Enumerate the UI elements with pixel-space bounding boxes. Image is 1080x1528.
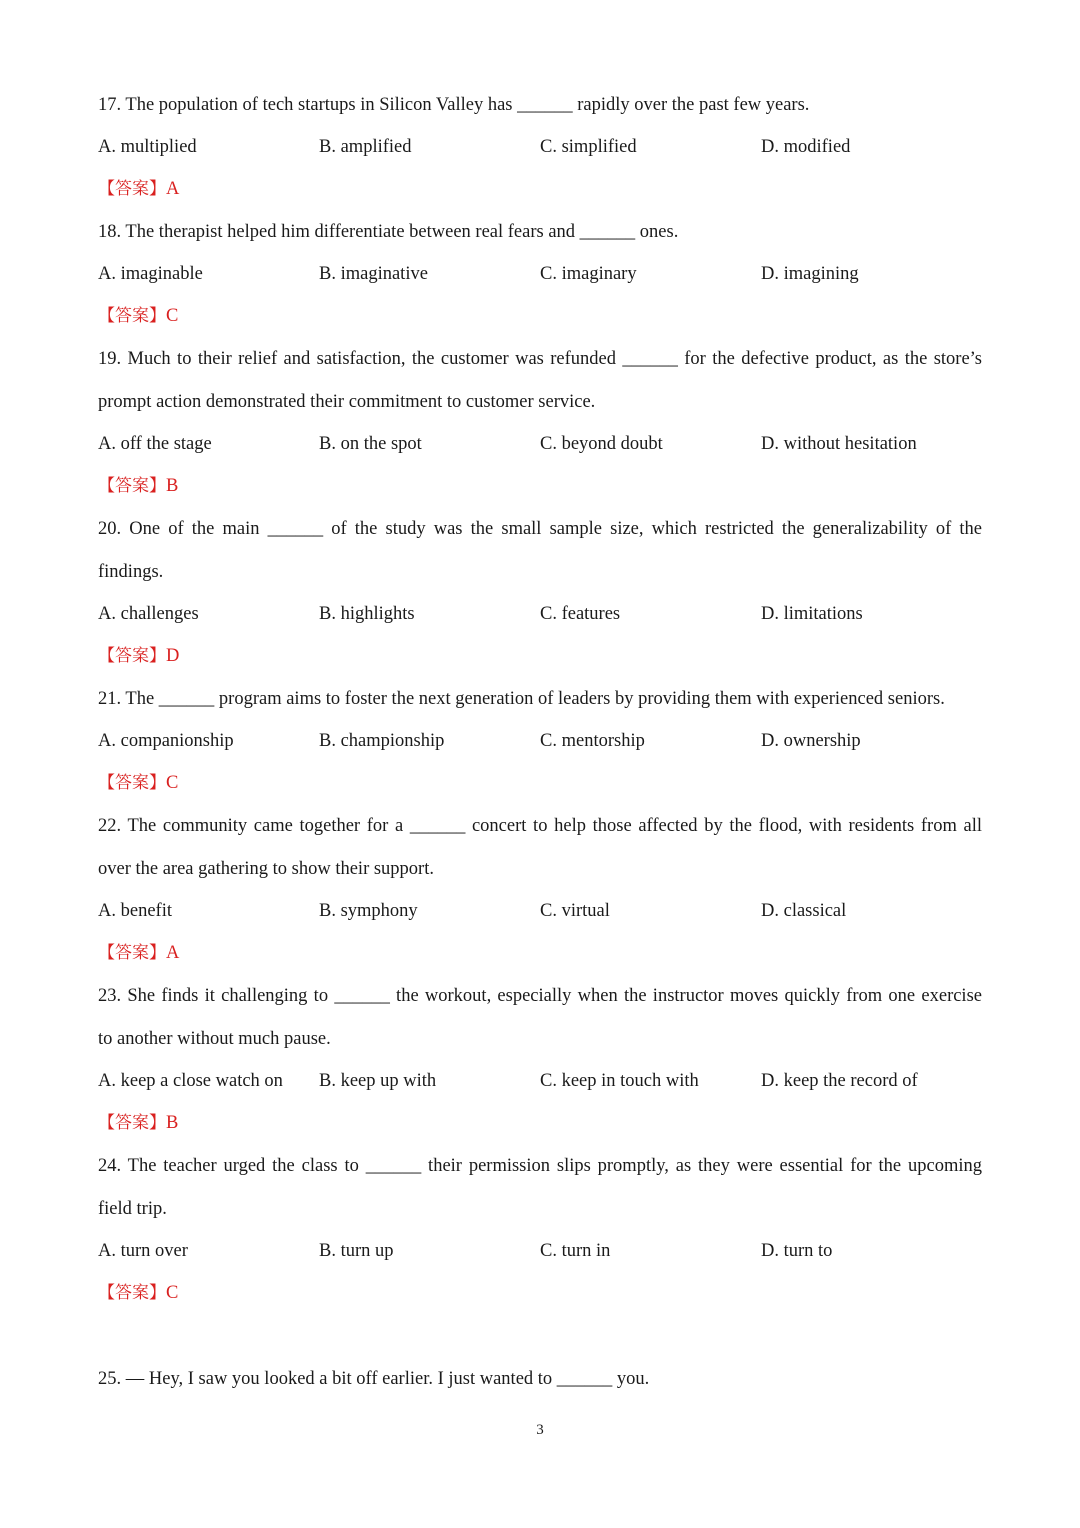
- question-17-options: [98, 135, 982, 159]
- question-22-text-line-1: 22. The community came together for a ______ concert to help those affected by the flood, with residents from all: [98, 816, 982, 836]
- option-c: C. virtual: [540, 901, 610, 921]
- option-b: B. championship: [319, 731, 445, 751]
- answer-value: A: [166, 179, 180, 199]
- question-19-text-line-1: 19. Much to their relief and satisfaction, the customer was refunded ______ for the defective product, as the store’s: [98, 349, 982, 369]
- option-c: C. beyond doubt: [540, 434, 663, 454]
- question-19-text-line-2: prompt action demonstrated their commitment to customer service.: [98, 392, 596, 412]
- page-number: 3: [536, 1422, 544, 1438]
- answer-value: D: [166, 646, 180, 666]
- option-b: B. turn up: [319, 1241, 394, 1261]
- question-24-options: [98, 1239, 982, 1263]
- question-24-text-line-1: 24. The teacher urged the class to ______ their permission slips promptly, as they were essential for the upcoming: [98, 1156, 982, 1176]
- option-d: D. limitations: [761, 604, 863, 624]
- option-c: C. features: [540, 604, 621, 624]
- answer-label: 【答案】: [98, 179, 166, 199]
- question-20-options: [98, 602, 982, 626]
- answer-label: 【答案】: [98, 306, 166, 326]
- question-18-text: 18. The therapist helped him differentiate between real fears and ______ ones.: [98, 222, 679, 242]
- answer-value: C: [166, 1283, 179, 1303]
- answer-value: C: [166, 773, 179, 793]
- answer-value: A: [166, 943, 180, 963]
- question-18-options: [98, 262, 982, 286]
- question-24-text-line-2: field trip.: [98, 1199, 167, 1219]
- question-23-text-line-1: 23. She finds it challenging to ______ the workout, especially when the instructor moves quickly from one exercise: [98, 986, 982, 1006]
- question-21-text: 21. The ______ program aims to foster the next generation of leaders by providing them with experienced seniors.: [98, 689, 945, 709]
- question-25-text: 25. — Hey, I saw you looked a bit off earlier. I just wanted to ______ you.: [98, 1369, 650, 1389]
- option-b: B. on the spot: [319, 434, 422, 454]
- answer-label: 【答案】: [98, 773, 166, 793]
- option-b: B. amplified: [319, 137, 412, 157]
- option-b: B. keep up with: [319, 1071, 437, 1091]
- option-a: A. keep a close watch on: [98, 1071, 283, 1091]
- option-b: B. symphony: [319, 901, 418, 921]
- question-23-text-line-2: to another without much pause.: [98, 1029, 331, 1049]
- option-d: D. modified: [761, 137, 851, 157]
- option-d: D. without hesitation: [761, 434, 917, 454]
- option-c: C. simplified: [540, 137, 637, 157]
- question-17-answer: [98, 177, 179, 201]
- option-a: A. imaginable: [98, 264, 203, 284]
- question-17-text: 17. The population of tech startups in Silicon Valley has ______ rapidly over the past few years.: [98, 95, 810, 115]
- question-19-options: [98, 432, 982, 456]
- answer-label: 【答案】: [98, 646, 166, 666]
- question-20-text-line-1: 20. One of the main ______ of the study was the small sample size, which restricted the generalizability of the: [98, 519, 982, 539]
- question-19-answer: [98, 474, 178, 498]
- option-a: A. companionship: [98, 731, 234, 751]
- option-c: C. turn in: [540, 1241, 611, 1261]
- option-c: C. imaginary: [540, 264, 637, 284]
- option-d: D. ownership: [761, 731, 861, 751]
- question-22-options: [98, 899, 982, 923]
- answer-label: 【答案】: [98, 943, 166, 963]
- question-20-text-line-2: findings.: [98, 562, 164, 582]
- option-d: D. keep the record of: [761, 1071, 918, 1091]
- option-a: A. challenges: [98, 604, 199, 624]
- option-c: C. keep in touch with: [540, 1071, 699, 1091]
- answer-label: 【答案】: [98, 476, 166, 496]
- answer-value: B: [166, 1113, 179, 1133]
- question-23-options: [98, 1069, 982, 1093]
- question-24-answer: [98, 1281, 178, 1305]
- question-18-answer: [98, 304, 178, 328]
- question-22-text-line-2: over the area gathering to show their support.: [98, 859, 434, 879]
- question-22-answer: [98, 941, 179, 965]
- option-b: B. imaginative: [319, 264, 428, 284]
- option-a: A. off the stage: [98, 434, 212, 454]
- answer-value: B: [166, 476, 179, 496]
- question-20-answer: [98, 644, 179, 668]
- option-a: A. benefit: [98, 901, 172, 921]
- question-23-answer: [98, 1111, 178, 1135]
- answer-value: C: [166, 306, 179, 326]
- answer-label: 【答案】: [98, 1113, 166, 1133]
- option-a: A. turn over: [98, 1241, 188, 1261]
- option-d: D. classical: [761, 901, 847, 921]
- option-a: A. multiplied: [98, 137, 197, 157]
- option-d: D. turn to: [761, 1241, 833, 1261]
- question-21-options: [98, 729, 982, 753]
- question-21-answer: [98, 771, 178, 795]
- option-d: D. imagining: [761, 264, 859, 284]
- option-b: B. highlights: [319, 604, 415, 624]
- option-c: C. mentorship: [540, 731, 645, 751]
- answer-label: 【答案】: [98, 1283, 166, 1303]
